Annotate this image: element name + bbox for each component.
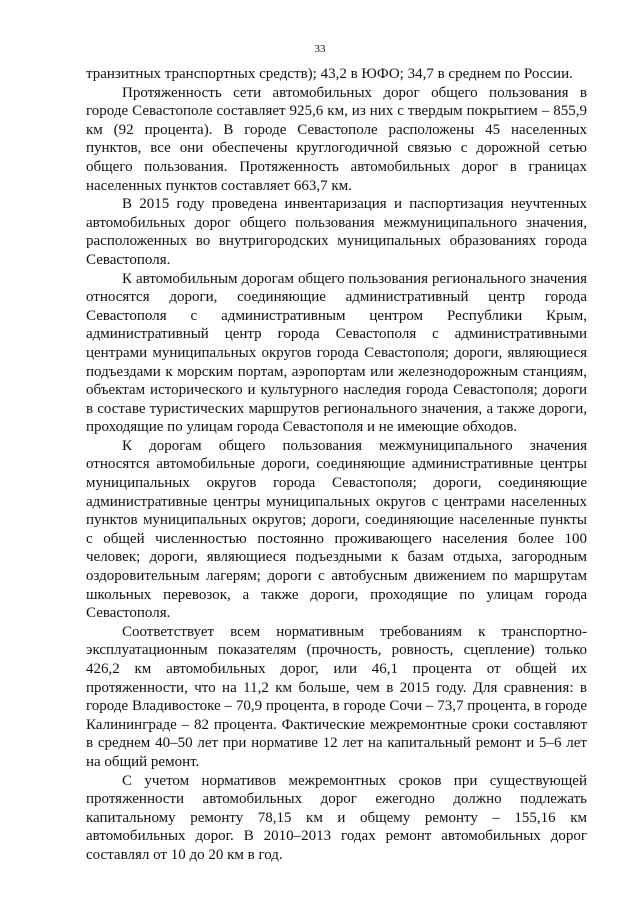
page-number: 33 (314, 43, 326, 55)
paragraph-2: Протяженность сети автомобильных дорог общего пользования в городе Севастополе составляет 925,6 км, из них с твердым покрытием – 855,9 км (92 процента). В городе Севастополе расположены 45 населенных пунктов, все они обеспечены круглогодичной связью с дорожной сетью общего пользования. Протяженность автомобильных дорог в границах населенных пунктов составляет 663,7 км. (86, 84, 587, 194)
document-body (86, 65, 587, 865)
paragraph-4: К автомобильным дорогам общего пользования регионального значения относятся дороги, соединяющие административный центр города Севастополя с административным центром Республики Крым, административный центр города Севастополя с административными центрами муниципальных округов города Севастополя; дороги, являющиеся подъездами к морским портам, аэропортам или железнодорожным станциям, объектам исторического и культурного наследия города Севастополя; дороги в составе туристических маршрутов регионального значения, а также дороги, проходящие по улицам города Севастополя и не имеющие обходов. (86, 270, 587, 436)
paragraph-6: Соответствует всем нормативным требованиям к транспортно-эксплуатационным показателям (прочность, ровность, сцепление) только 426,2 км автомобильных дорог, или 46,1 процента от общей их протяженности, что на 11,2 км больше, чем в 2015 году. Для сравнения: в городе Владивостоке – 70,9 процента, в городе Сочи – 73,7 процента, в городе Калининграде – 82 процента. Фактические межремонтные сроки составляют в среднем 40–50 лет при нормативе 12 лет на капитальный ремонт и 5–6 лет на общий ремонт. (86, 623, 587, 770)
paragraph-3: В 2015 году проведена инвентаризация и паспортизация неучтенных автомобильных дорог общего пользования межмуниципального значения, расположенных во внутригородских муниципальных образованиях города Севастополя. (86, 196, 587, 268)
paragraph-5: К дорогам общего пользования межмуниципального значения относятся автомобильные дороги, соединяющие административные центры муниципальных округов города Севастополя; дороги, соединяющие административные центры муниципальных округов с центрами населенных пунктов муниципальных округов; дороги, соединяющие населенные пункты с общей численностью постоянно проживающего населения более 100 человек; дороги, являющиеся подъездными к базам отдыха, загородным оздоровительным лагерям; дороги с автобусным движением по маршрутам школьных перевозок, а также дороги, проходящие по улицам города Севастополя. (86, 437, 587, 622)
paragraph-7: С учетом нормативов межремонтных сроков при существующей протяженности автомобильных дорог ежегодно должно подлежать капитальному ремонту 78,15 км и общему ремонту – 155,16 км автомобильных дорог. В 2010–2013 годах ремонт автомобильных дорог составлял от 10 до 20 км в год. (86, 772, 587, 863)
paragraph-1: транзитных транспортных средств); 43,2 в ЮФО; 34,7 в среднем по России. (86, 66, 573, 82)
